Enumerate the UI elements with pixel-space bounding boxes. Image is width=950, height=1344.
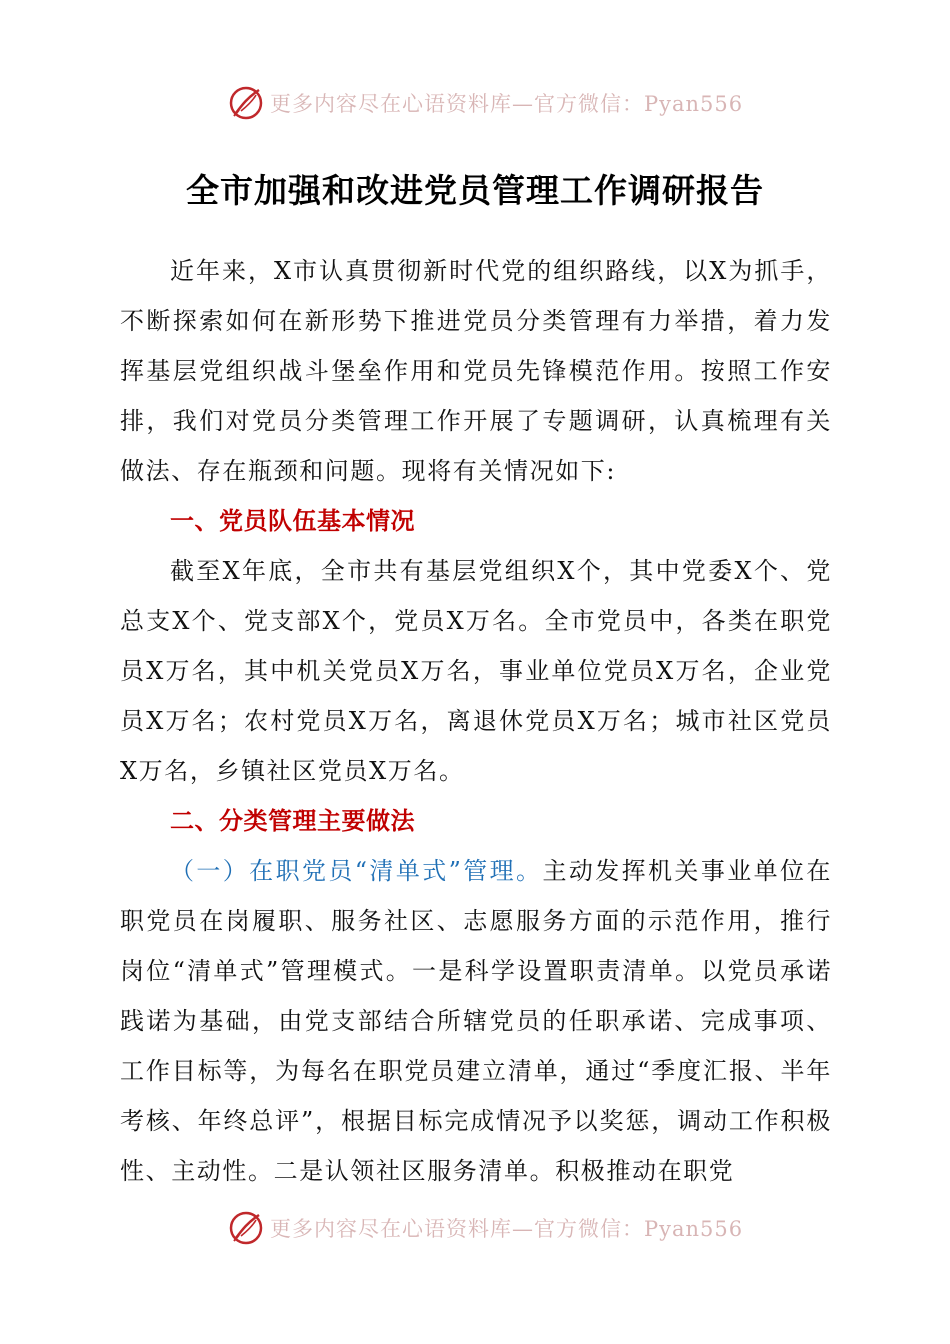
subsection-1-text: 主动发挥机关事业单位在职党员在岗履职、服务社区、志愿服务方面的示范作用，推行岗位“清单式”管理模式。一是科学设置职责清单。以党员承诺践诺为基础，由党支部结合所辖党员的任职承诺、完成事项、工作目标等，为每名在职党员建立清单，通过“季度汇报、半年考核、年终总评”，根据目标完成情况予以奖惩，调动工作积极性、主动性。二是认领社区服务清单。积极推动在职党 bbox=[120, 857, 832, 1185]
subsection-1-paragraph bbox=[120, 846, 832, 1196]
document-title: 全市加强和改进党员管理工作调研报告 bbox=[186, 171, 764, 210]
footer-watermark bbox=[0, 1208, 950, 1248]
section-heading-1: 一、党员队伍基本情况 bbox=[170, 507, 415, 535]
watermark-text-top: 更多内容尽在心语资料库—官方微信：Pyan556 bbox=[270, 92, 744, 116]
document-body bbox=[120, 246, 832, 1196]
section-heading-2: 二、分类管理主要做法 bbox=[170, 807, 415, 835]
section-1-paragraph: 截至X年底，全市共有基层党组织X个，其中党委X个、党总支X个、党支部X个，党员X万名。全市党员中，各类在职党员X万名，其中机关党员X万名，事业单位党员X万名，企业党员X万名；农村党员X万名，离退休党员X万名；城市社区党员X万名，乡镇社区党员X万名。 bbox=[120, 557, 832, 785]
watermark-text-bottom: 更多内容尽在心语资料库—官方微信：Pyan556 bbox=[270, 1217, 744, 1241]
header-watermark bbox=[0, 83, 950, 123]
quill-logo-icon bbox=[228, 1210, 264, 1246]
intro-paragraph: 近年来，X市认真贯彻新时代党的组织路线，以X为抓手，不断探索如何在新形势下推进党员分类管理有力举措，着力发挥基层党组织战斗堡垒作用和党员先锋模范作用。按照工作安排，我们对党员分类管理工作开展了专题调研，认真梳理有关做法、存在瓶颈和问题。现将有关情况如下: bbox=[120, 257, 832, 485]
subsection-heading-1: （一）在职党员“清单式”管理。 bbox=[170, 857, 543, 885]
quill-logo-icon bbox=[228, 85, 264, 121]
